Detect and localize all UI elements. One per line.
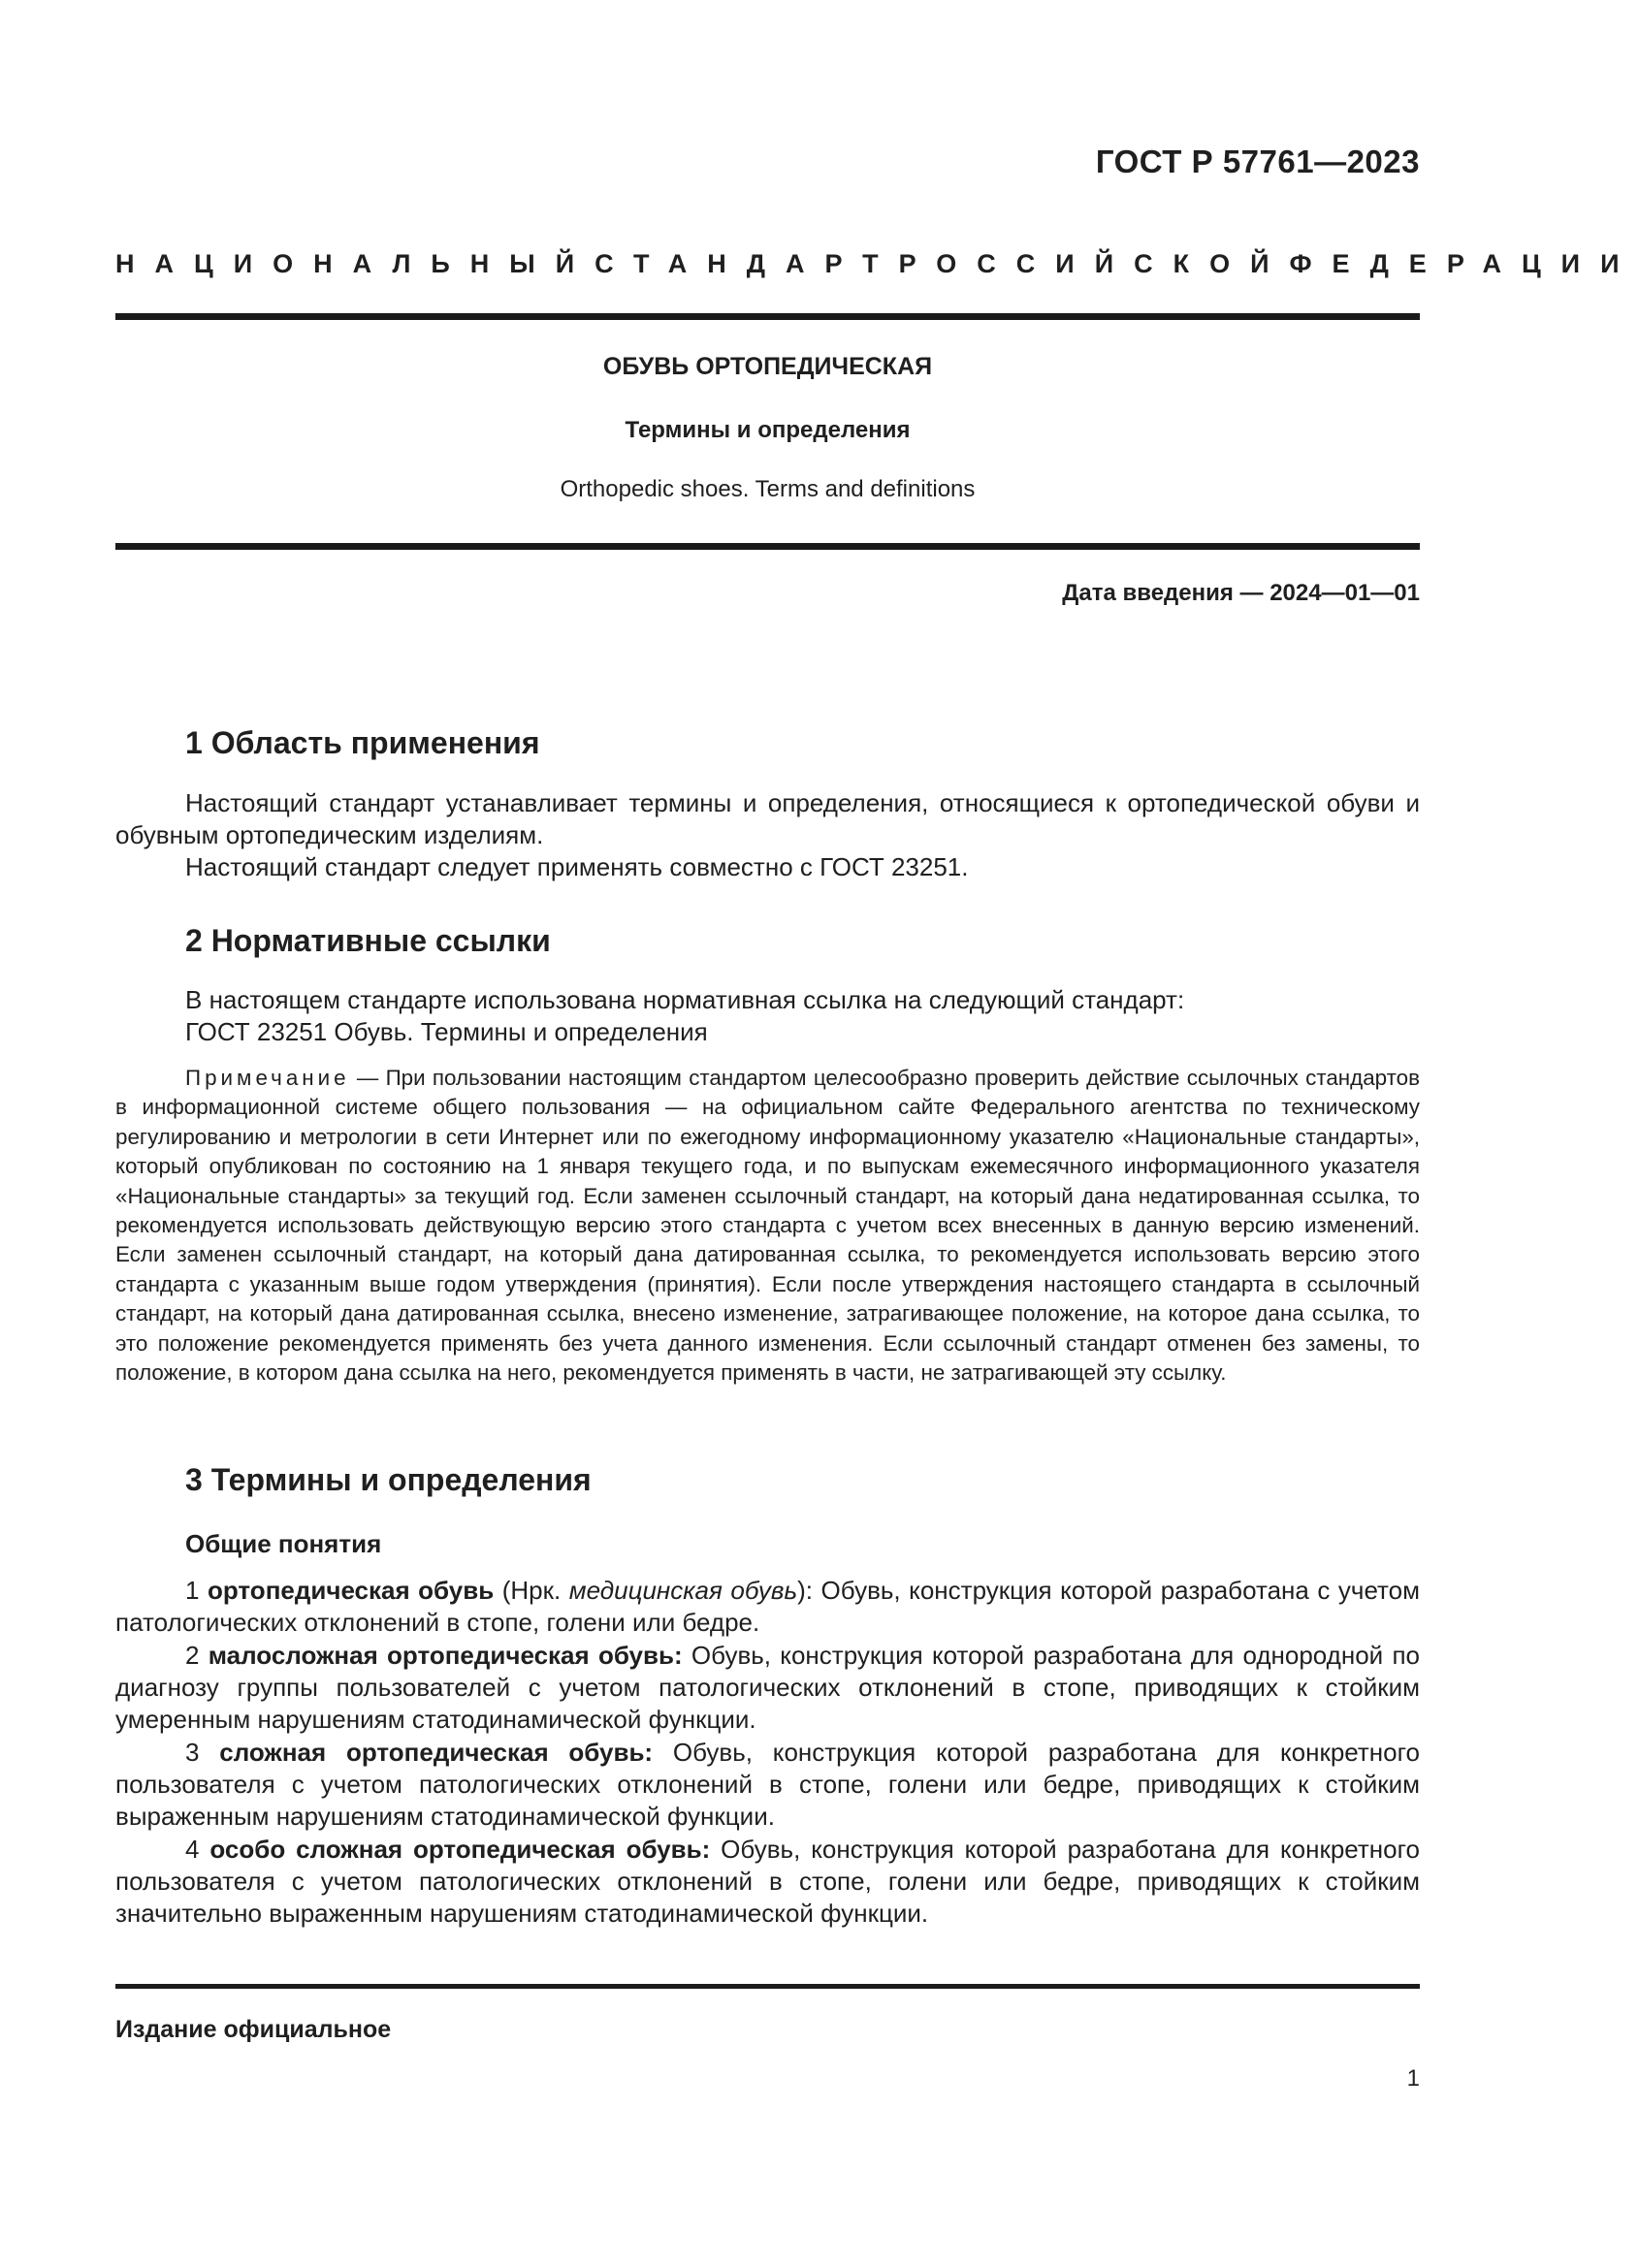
- doc-title: ОБУВЬ ОРТОПЕДИЧЕСКАЯ: [602, 353, 933, 380]
- section-heading-scope: 1 Область применения: [185, 725, 540, 760]
- term-alt: медицинская обувь: [568, 1576, 798, 1605]
- references-paragraph-1: В настоящем стандарте использована нормативная ссылка на следующий стандарт:: [185, 985, 1185, 1014]
- scope-paragraph-2: Настоящий стандарт следует применять совместно с ГОСТ 23251.: [185, 852, 969, 881]
- term-definition: Обувь, конструкция которой разработана для конкретного пользователя с учетом патологических отклонений в стопе, голени или бедре, приводящих к стойким значительно выраженным нарушениям статодинамической функции.: [115, 1835, 1420, 1928]
- page-number: 1: [1406, 2065, 1420, 2092]
- term-number: 2: [185, 1641, 200, 1670]
- term-name: сложная ортопедическая обувь:: [219, 1738, 654, 1767]
- term-entry: [115, 1737, 1420, 1833]
- national-word-1: НАЦИОНАЛЬНЫЙ: [115, 249, 595, 278]
- note-block: [115, 1064, 1420, 1388]
- term-definition: ): Обувь, конструкция которой разработана с учетом патологических отклонений в стопе, голени или бедре.: [115, 1576, 1420, 1637]
- introduction-date: Дата введения — 2024—01—01: [1062, 580, 1420, 606]
- term-entry: [115, 1834, 1420, 1930]
- term-name: малосложная ортопедическая обувь:: [208, 1641, 683, 1670]
- term-name: ортопедическая обувь: [208, 1576, 495, 1605]
- national-word-2: СТАНДАРТ: [595, 249, 899, 278]
- divider-top: [115, 313, 1420, 320]
- doc-english-title: Orthopedic shoes. Terms and definitions: [560, 476, 976, 502]
- divider-bottom: [115, 1984, 1420, 1989]
- term-number: 4: [185, 1835, 200, 1864]
- doc-number: ГОСТ Р 57761—2023: [1095, 144, 1420, 179]
- doc-subtitle: Термины и определения: [625, 417, 911, 443]
- term-pre: (Нрк.: [494, 1576, 569, 1605]
- references-paragraph-2: ГОСТ 23251 Обувь. Термины и определения: [185, 1017, 708, 1046]
- terms-subheading: Общие понятия: [185, 1529, 382, 1558]
- section-heading-terms: 3 Термины и определения: [185, 1462, 592, 1497]
- term-number: 1: [185, 1576, 200, 1605]
- term-entry: [115, 1640, 1420, 1736]
- scope-paragraph-1: Настоящий стандарт устанавливает термины и определения, относящиеся к ортопедической обуви и обувным ортопедическим изделиям.: [115, 788, 1420, 849]
- divider-middle: [115, 543, 1420, 550]
- official-edition-label: Издание официальное: [115, 2016, 392, 2043]
- section-heading-references: 2 Нормативные ссылки: [185, 923, 551, 958]
- term-definition: Обувь, конструкция которой разработана для однородной по диагнозу группы пользователей с учетом патологических отклонений в стопе, приводящих к стойким умеренным нарушениям статодинамической функции.: [115, 1641, 1420, 1734]
- term-number: 3: [185, 1738, 200, 1767]
- term-name: особо сложная ортопедическая обувь:: [209, 1835, 711, 1864]
- national-word-3: РОССИЙСКОЙ: [898, 249, 1290, 278]
- national-word-4: ФЕДЕРАЦИИ: [1289, 249, 1639, 278]
- note-text: — При пользовании настоящим стандартом целесообразно проверить действие ссылочных стандартов в информационной системе общего пользования — на официальном сайте Федерального агентства по техническому регулированию и метрологии в сети Интернет или по ежегодному информационному указателю «Национальные стандарты», который опубликован по состоянию на 1 января текущего года, и по выпускам ежемесячного информационного указателя «Национальные стандарты» за текущий год. Если заменен ссылочный стандарт, на который дана недатированная ссылка, то рекомендуется использовать действующую версию этого стандарта с учетом всех внесенных в данную версию изменений. Если заменен ссылочный стандарт, на который дана датированная ссылка, то рекомендуется использовать версию этого стандарта с указанным выше годом утверждения (принятия). Если после утверждения настоящего стандарта в ссылочный стандарт, на который дана датированная ссылка, внесено изменение, затрагивающее положение, на которое дана ссылка, то это положение рекомендуется применять без учета данного изменения. Если ссылочный стандарт отменен без замены, то положение, в котором дана ссылка на него, рекомендуется применять в части, не затрагивающей эту ссылку.: [115, 1066, 1420, 1386]
- term-definition: Обувь, конструкция которой разработана для конкретного пользователя с учетом патологических отклонений в стопе, голени или бедре, приводящих к стойким выраженным нарушениям статодинамической функции.: [115, 1738, 1420, 1831]
- national-standard-title: [115, 249, 1639, 279]
- note-label: Примечание: [185, 1066, 350, 1090]
- term-entry: [115, 1575, 1420, 1639]
- document-page: [115, 0, 1639, 2268]
